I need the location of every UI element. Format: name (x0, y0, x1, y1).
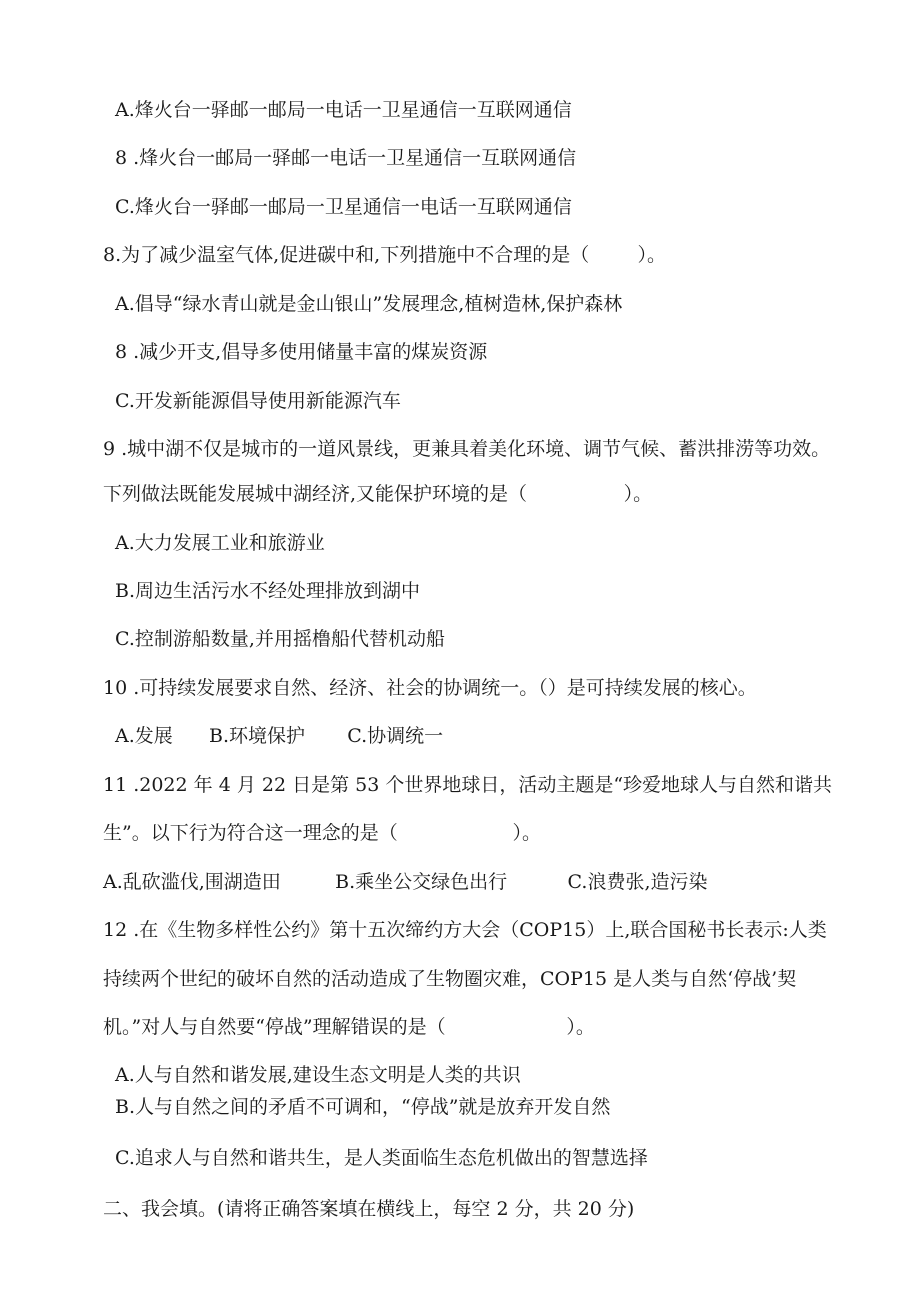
q12-stem-line2: 持续两个世纪的破坏自然的活动造成了生物圈灾难，COP15 是人类与自然‘停战’契 (103, 968, 797, 990)
q12-option-b: B.人与自然之间的矛盾不可调和，“停战”就是放弃开发自然 (115, 1096, 611, 1118)
q12-option-c: C.追求人与自然和谐共生，是人类面临生态危机做出的智慧选择 (115, 1147, 648, 1169)
q7-option-b: 8 .烽火台一邮局一驿邮一电话一卫星通信一互联网通信 (115, 147, 577, 169)
q10-options: A.发展 B.环境保护 C.协调统一 (115, 725, 444, 747)
q12-stem-line1: 12 .在《生物多样性公约》第十五次缔约方大会（COP15）上,联合国秘书长表示:人类 (103, 919, 827, 941)
q9-option-a: A.大力发展工业和旅游业 (115, 532, 325, 554)
q7-option-c: C.烽火台一驿邮一邮局一卫星通信一电话一互联网通信 (115, 196, 572, 218)
q12-stem-line3: 机。”对人与自然要“停战”理解错误的是（ ）。 (103, 1016, 595, 1038)
q8-stem: 8.为了减少温室气体,促进碳中和,下列措施中不合理的是（ ）。 (103, 244, 667, 266)
q9-option-c: C.控制游船数量,并用摇橹船代替机动船 (115, 628, 445, 650)
q8-option-c: C.开发新能源倡导使用新能源汽车 (115, 390, 401, 412)
q11-stem-line2: 生”。以下行为符合这一理念的是（ ）。 (103, 822, 541, 844)
q9-stem-line2: 下列做法既能发展城中湖经济,又能保护环境的是（ ）。 (103, 483, 653, 505)
q8-option-a: A.倡导“绿水青山就是金山银山”发展理念,植树造林,保护森林 (115, 293, 623, 315)
q11-options: A.乱砍滥伐,围湖造田 B.乘坐公交绿色出行 C.浪费张,造污染 (103, 871, 708, 893)
q9-option-b: B.周边生活污水不经处理排放到湖中 (115, 580, 421, 602)
q12-option-a: A.人与自然和谐发展,建设生态文明是人类的共识 (115, 1064, 521, 1086)
section-two-heading: 二、我会填。(请将正确答案填在横线上，每空 2 分，共 20 分) (103, 1198, 635, 1220)
q10-stem: 10 .可持续发展要求自然、经济、社会的协调统一。（）是可持续发展的核心。 (103, 677, 757, 699)
q8-option-b: 8 .减少开支,倡导多使用储量丰富的煤炭资源 (115, 341, 488, 363)
q11-stem-line1: 11 .2022 年 4 月 22 日是第 53 个世界地球日，活动主题是“珍爱地球人与自然和谐共 (103, 774, 833, 796)
q9-stem-line1: 9 .城中湖不仅是城市的一道风景线，更兼具着美化环境、调节气候、蓄洪排涝等功效。 (103, 438, 831, 460)
q7-option-a: A.烽火台一驿邮一邮局一电话一卫星通信一互联网通信 (115, 99, 572, 121)
